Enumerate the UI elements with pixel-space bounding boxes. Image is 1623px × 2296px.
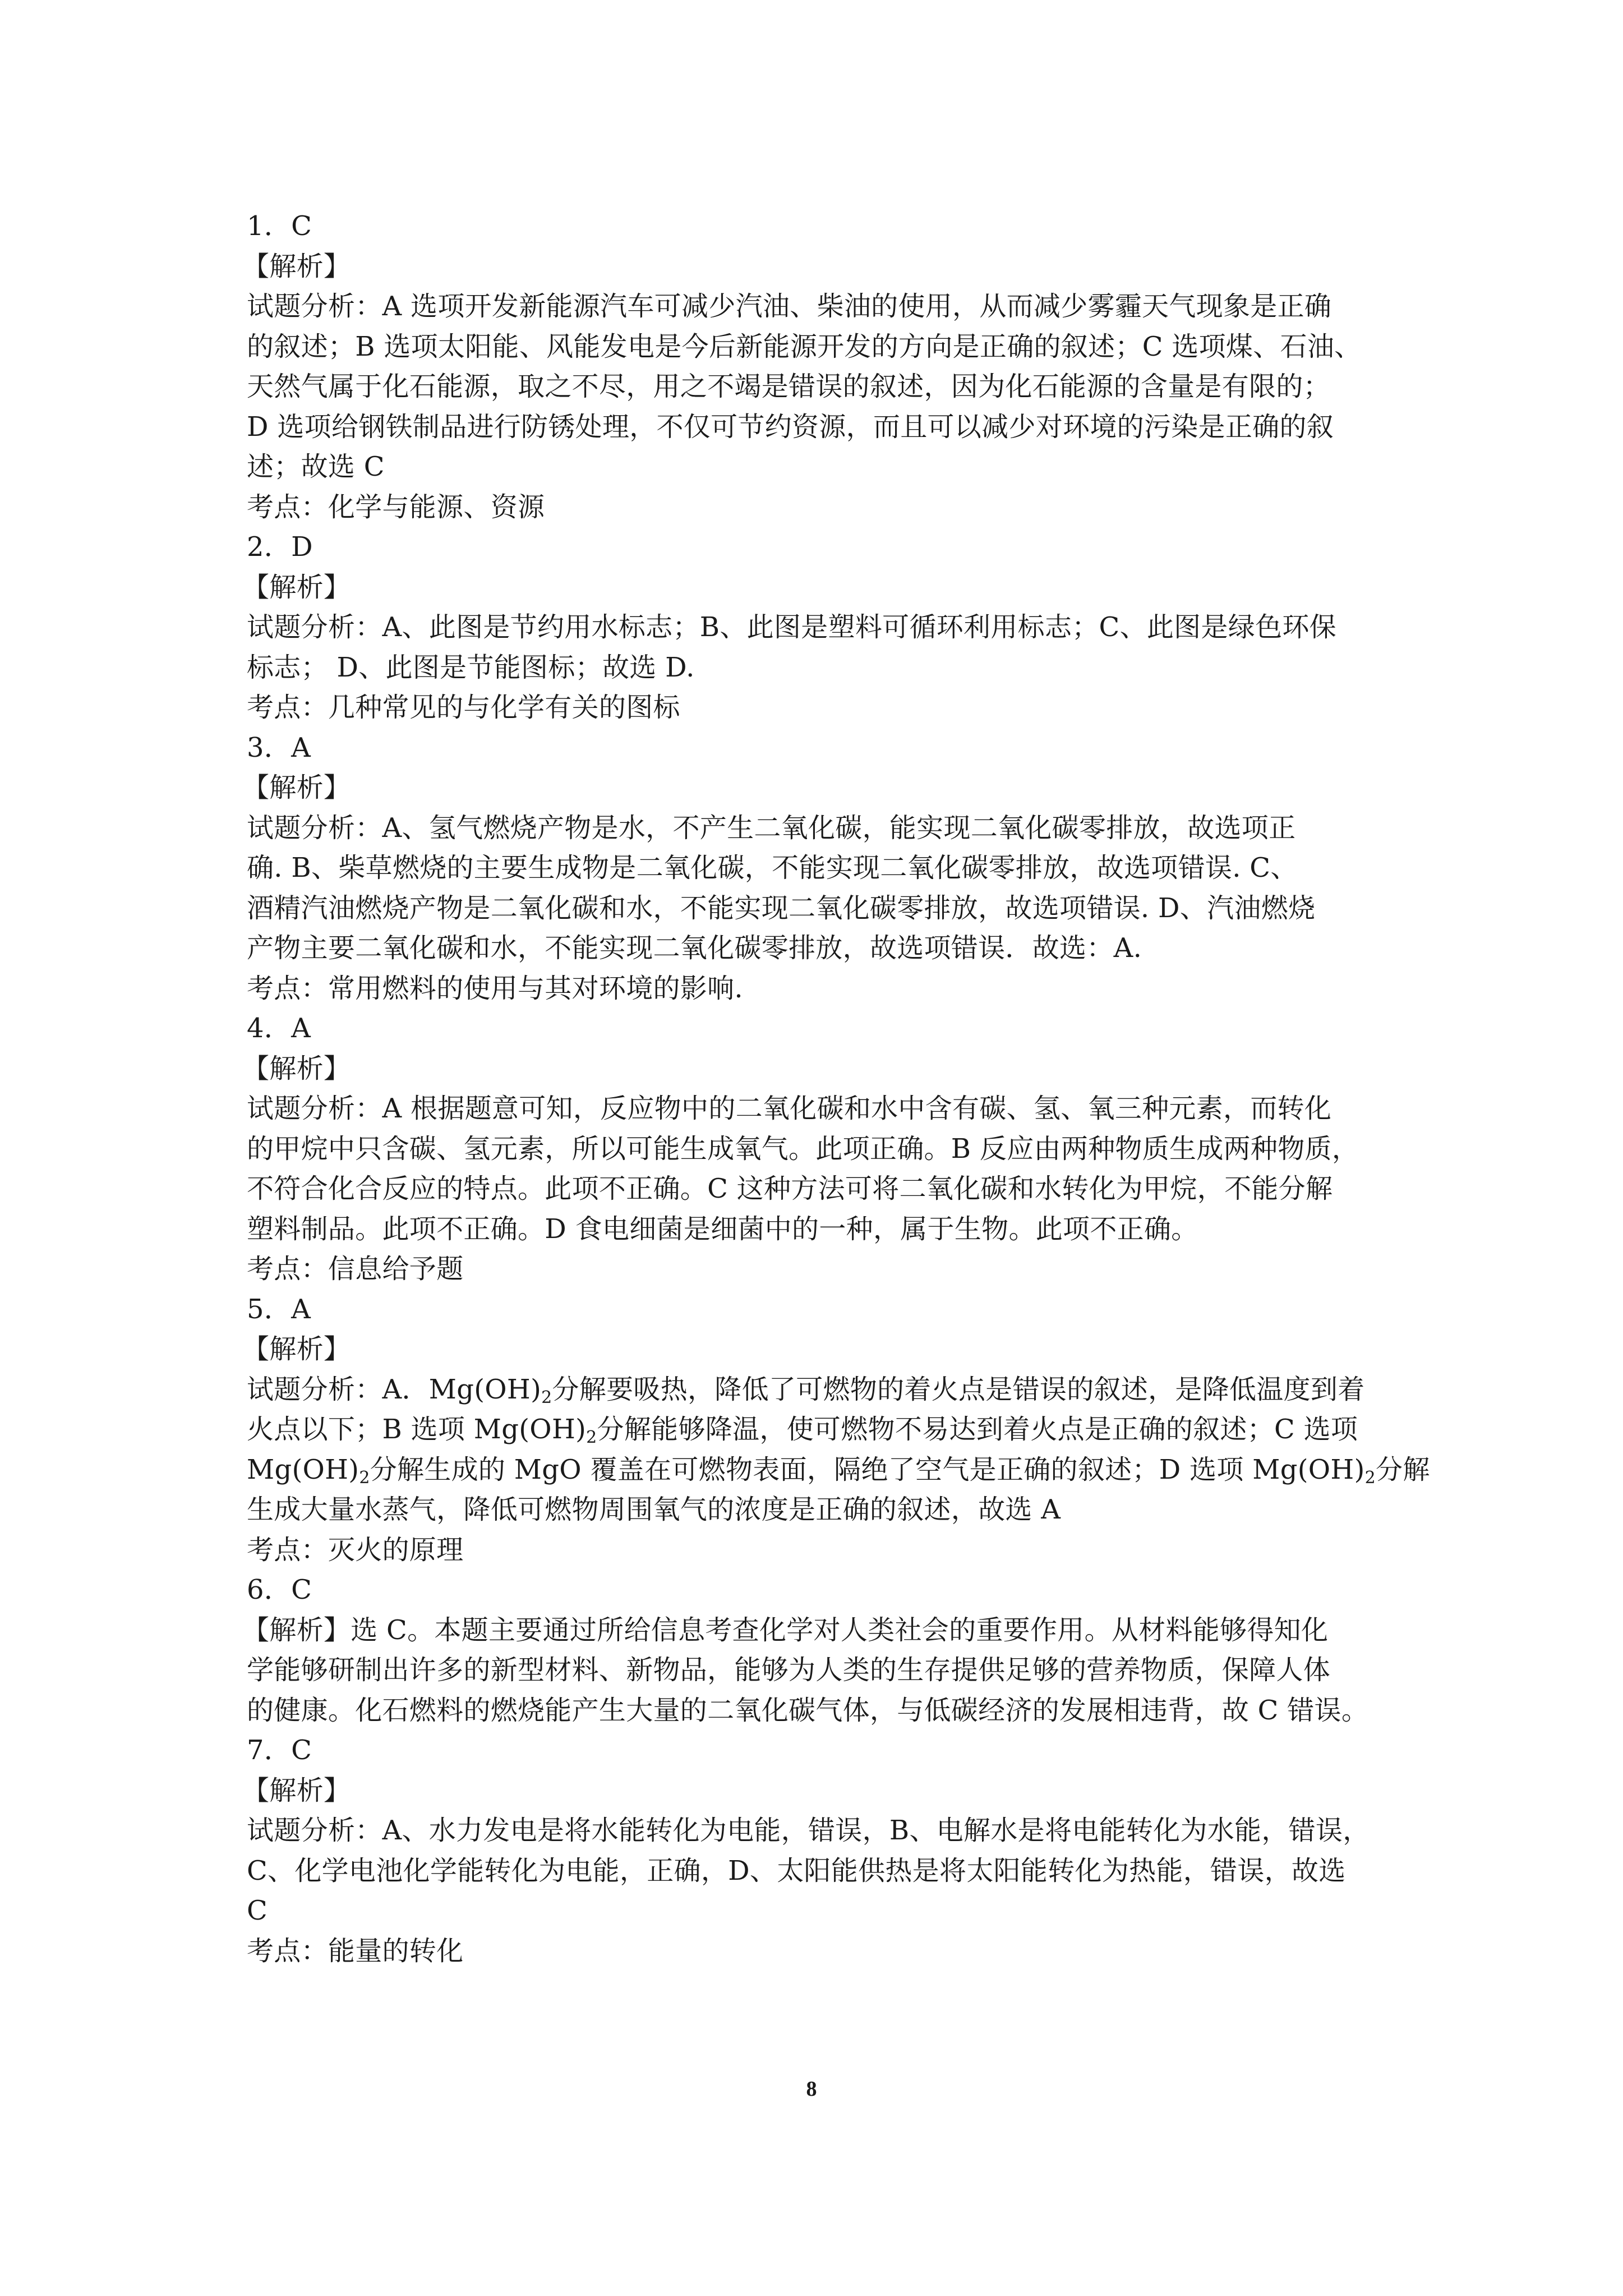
- text-segment: 考点：能量的转化: [247, 1935, 464, 1967]
- text-segment: 试题分析：A、水力发电是将水能转化为电能，错误，B、电解水是将电能转化为水能，错误，: [247, 1815, 1370, 1846]
- text-segment: 【解析】: [242, 1774, 351, 1806]
- text-line: [247, 1731, 1385, 1771]
- text-segment: Mg(OH): [247, 1453, 359, 1485]
- text-line: [242, 568, 1385, 608]
- text-line: [247, 1691, 1385, 1731]
- text-segment: 分解能够降温，使可燃物不易达到着火点是正确的叙述；C 选项: [597, 1414, 1358, 1445]
- text-segment: 【解析】: [242, 772, 351, 803]
- text-segment: C、化学电池化学能转化为电能，正确，D、太阳能供热是将太阳能转化为热能，错误，故选: [247, 1855, 1346, 1887]
- text-line: [247, 1370, 1385, 1410]
- text-segment: 考点：常用燃料的使用与其对环境的影响.: [247, 972, 743, 1004]
- text-segment: 学能够研制出许多的新型材料、新物品，能够为人类的生存提供足够的营养物质，保障人体: [247, 1654, 1331, 1686]
- text-line: [247, 1290, 1385, 1330]
- text-line: [242, 247, 1385, 287]
- text-segment: 试题分析：A、氢气燃烧产物是水，不产生二氧化碳，能实现二氧化碳零排放，故选项正: [247, 812, 1296, 844]
- text-line: [247, 1490, 1385, 1530]
- text-segment: 试题分析：A、此图是节约用水标志；B、此图是塑料可循环利用标志；C、此图是绿色环保: [247, 611, 1336, 643]
- text-segment: 考点：信息给予题: [247, 1253, 464, 1285]
- text-segment: 产物主要二氧化碳和水，不能实现二氧化碳零排放，故选项错误．故选：A.: [247, 932, 1142, 964]
- text-segment: 的健康。化石燃料的燃烧能产生大量的二氧化碳气体，与低碳经济的发展相违背，故 C 错误。: [247, 1694, 1369, 1726]
- text-segment: 4．A: [247, 1013, 311, 1044]
- text-line: [247, 928, 1385, 969]
- text-segment: 不符合化合反应的特点。此项不正确。C 这种方法可将二氧化碳和水转化为甲烷，不能分解: [247, 1173, 1333, 1204]
- text-line: [247, 969, 1385, 1009]
- text-line: [247, 1570, 1385, 1611]
- text-segment: 考点：化学与能源、资源: [247, 491, 545, 523]
- text-line: [242, 1771, 1385, 1811]
- page-number: 8: [806, 2077, 817, 2101]
- text-segment: 的叙述；B 选项太阳能、风能发电是今后新能源开发的方向是正确的叙述；C 选项煤、石油、: [247, 330, 1362, 362]
- text-line: [247, 648, 1385, 688]
- text-line: [247, 327, 1385, 367]
- text-line: [247, 407, 1385, 448]
- text-segment: 的甲烷中只含碳、氢元素，所以可能生成氧气。此项正确。B 反应由两种物质生成两种物质，: [247, 1133, 1359, 1165]
- text-segment: 【解析】选 C。本题主要通过所给信息考查化学对人类社会的重要作用。从材料能够得知化: [242, 1614, 1329, 1646]
- text-segment: 【解析】: [242, 571, 351, 603]
- text-segment: 考点：灭火的原理: [247, 1534, 464, 1566]
- subscript: 2: [586, 1428, 597, 1447]
- text-segment: 生成大量水蒸气，降低可燃物周围氧气的浓度是正确的叙述，故选 A: [247, 1494, 1061, 1525]
- text-segment: 【解析】: [242, 1333, 351, 1365]
- text-line: [247, 1891, 1385, 1931]
- text-line: [247, 1129, 1385, 1170]
- text-segment: 7．C: [247, 1734, 312, 1766]
- text-segment: 2．D: [247, 531, 313, 563]
- text-line: [247, 287, 1385, 327]
- text-line: [247, 728, 1385, 769]
- subscript: 2: [359, 1467, 370, 1488]
- text-segment: 述；故选 C: [247, 451, 385, 482]
- text-segment: 火点以下；B 选项 Mg(OH): [247, 1414, 587, 1445]
- text-segment: 确. B、柴草燃烧的主要生成物是二氧化碳，不能实现二氧化碳零排放，故选项错误. C、: [247, 852, 1298, 884]
- text-segment: C: [247, 1895, 268, 1926]
- text-line: [247, 1931, 1385, 1972]
- text-line: [247, 1650, 1385, 1691]
- text-line: [247, 487, 1385, 528]
- text-line: [247, 527, 1385, 568]
- text-segment: 1．C: [247, 210, 312, 242]
- text-line: [247, 808, 1385, 849]
- text-line: [247, 1089, 1385, 1129]
- text-segment: 【解析】: [242, 250, 351, 282]
- text-line: [247, 206, 1385, 247]
- text-segment: 塑料制品。此项不正确。D 食电细菌是细菌中的一种，属于生物。此项不正确。: [247, 1213, 1198, 1245]
- text-segment: 6．C: [247, 1574, 312, 1605]
- text-segment: 标志； D、此图是节能图标；故选 D.: [247, 651, 695, 683]
- text-line: [247, 848, 1385, 889]
- text-line: [247, 1851, 1385, 1892]
- answer-text-body: [242, 206, 1430, 1971]
- text-segment: 3．A: [247, 731, 311, 763]
- subscript: 2: [1364, 1467, 1376, 1488]
- text-line: [247, 1249, 1385, 1290]
- text-line: [247, 1209, 1385, 1250]
- text-segment: 分解生成的 MgO 覆盖在可燃物表面，隔绝了空气是正确的叙述；D 选项 Mg(OH): [370, 1453, 1365, 1485]
- text-segment: 试题分析：A．Mg(OH): [247, 1373, 542, 1405]
- text-segment: 试题分析：A 选项开发新能源汽车可减少汽油、柴油的使用，从而减少雾霾天气现象是正确: [247, 291, 1332, 322]
- text-line: [247, 889, 1385, 929]
- text-line: [247, 608, 1385, 648]
- text-segment: 考点：几种常见的与化学有关的图标: [247, 692, 680, 723]
- text-segment: D 选项给钢铁制品进行防锈处理，不仅可节约资源，而且可以减少对环境的污染是正确的叙: [247, 411, 1334, 443]
- text-line: [247, 1009, 1385, 1049]
- text-line: [247, 1169, 1385, 1209]
- text-line: [247, 1450, 1430, 1490]
- text-line: [247, 1811, 1385, 1851]
- text-line: [247, 1530, 1385, 1571]
- text-line: [247, 447, 1385, 487]
- text-line: [242, 1329, 1385, 1370]
- text-segment: 【解析】: [242, 1052, 351, 1084]
- text-line: [247, 367, 1385, 407]
- text-segment: 5．A: [247, 1293, 311, 1325]
- text-line: [247, 688, 1385, 728]
- text-line: [242, 768, 1385, 808]
- text-line: [247, 1410, 1385, 1450]
- text-segment: 分解: [1376, 1453, 1430, 1485]
- text-segment: 酒精汽油燃烧产物是二氧化碳和水，不能实现二氧化碳零排放，故选项错误. D、汽油燃烧: [247, 892, 1316, 924]
- text-segment: 试题分析：A 根据题意可知，反应物中的二氧化碳和水中含有碳、氢、氧三种元素，而转化: [247, 1093, 1332, 1124]
- text-segment: 天然气属于化石能源，取之不尽，用之不竭是错误的叙述，因为化石能源的含量是有限的；: [247, 371, 1331, 402]
- text-line: [242, 1049, 1385, 1089]
- text-segment: 分解要吸热，降低了可燃物的着火点是错误的叙述，是降低温度到着: [552, 1373, 1365, 1405]
- text-line: [242, 1611, 1385, 1651]
- subscript: 2: [541, 1387, 552, 1407]
